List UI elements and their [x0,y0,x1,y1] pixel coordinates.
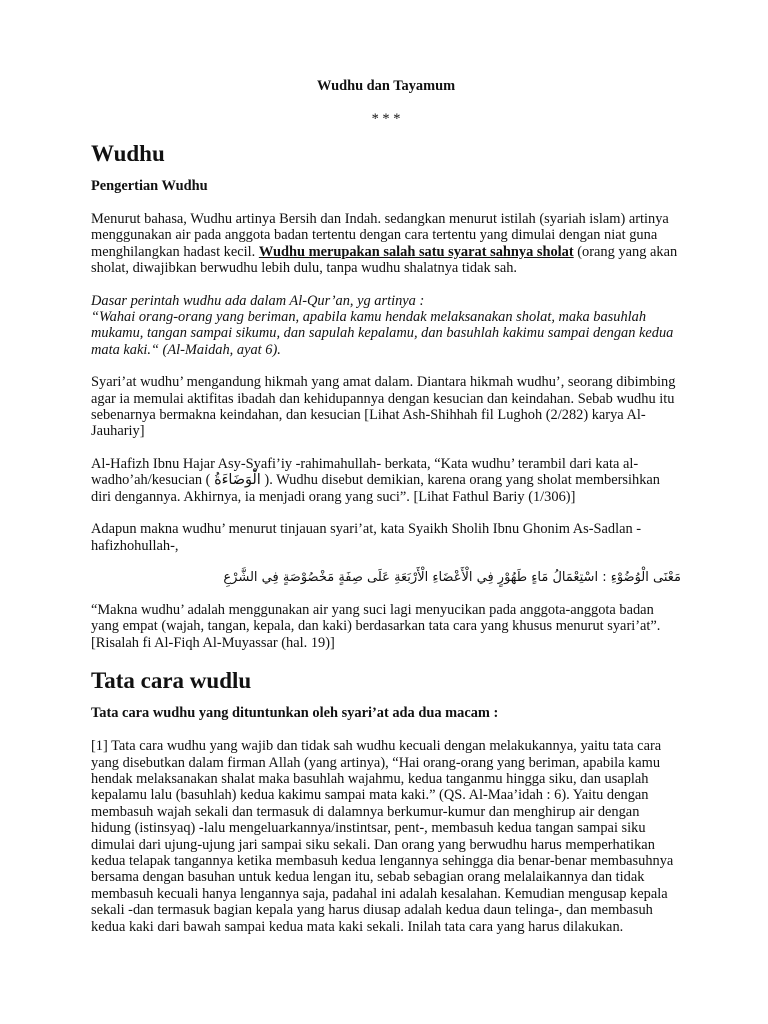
paragraph-hikmah: Syari’at wudhu’ mengandung hikmah yang amat dalam. Diantara hikmah wudhu’, seorang dibimbing agar ia memulai aktifitas ibadah dan kehidupannya dengan kesucian dan keindahan. Sebab wudhu itu sebenarnya bermakna keindahan, dan kesucian [Lihat Ash-Shihhah fil Lughoh (2/282) karya Al-Jauhariy] [91,374,676,440]
text-run: (orang yang akan sholat, diwajibkan berwudhu lebih dulu, tanpa wudhu shalatnya tidak sah. [91,243,678,277]
emphasis-syarat-sholat: Wudhu merupakan salah satu syarat sahnya sholat [258,243,574,260]
paragraph-tata-cara-1: [1] Tata cara wudhu yang wajib dan tidak sah wudhu kecuali dengan melakukannya, yaitu tata cara yang disebutkan dalam firman Allah (yang artinya), “Hai orang-orang yang beriman, apabila kamu hendak melaksanakan shalat maka basuhlah wajahmu, kedua tanganmu hingga siku, dan usaplah kepalamu lalu (basuhlah) kedua kakimu sampai mata kaki.” (QS. Al-Maa’idah : 6). Yaitu dengan membasuh wajah sekali dan termasuk di dalamnya berkumur-kumur dan menghirup air dengan hidung (istinsyaq) -lalu mengeluarkannya/instintsar, pent-, membasuh kedua tangan sampai siku dimulai dari ujung-ujung jari sampai siku sekali. Dan orang yang berwudhu harus memperhatikan kedua telapak tangannya ketika membasuh kedua lengannya sehingga dia benar-benar membasuhnya bersama dengan basuhan untuk kedua lengan itu, sebab sebagian orang melalaikannya dan tidak membasuh kecuali hanya lengannya saja, padahal ini adalah kesalahan. Kemudian mengusap kepala sekali -dan termasuk bagian kepala yang harus diusap adalah kedua daun telinga-, dan membasuh kedua kaki dari bawah sampai kedua mata kaki sekali. Inilah tata cara yang harus dilakukan. [91,738,674,935]
section-heading-wudhu: Wudhu [91,141,165,166]
paragraph-makna: “Makna wudhu’ adalah menggunakan air yang suci lagi menyucikan pada anggota-anggota badan yang empat (wajah, tangan, kepala, dan kaki) berdasarkan tata cara yang khusus menurut syari’at”. [Risalah fi Al-Fiqh Al-Muyassar (hal. 19)] [91,601,661,651]
text-run: Menurut bahasa, Wudhu artinya Bersih dan Indah. sedangkan menurut istilah (syariah islam) artinya menggunakan air pada anggota badan tertentu dengan cara tertentu yang dimulai dengan niat guna menghilangkan hadast kecil. [91,211,669,260]
subheading-pengertian: Pengertian Wudhu [91,178,208,194]
paragraph-dasar-quote: “Wahai orang-orang yang beriman, apabila kamu hendak melaksanakan sholat, maka basuhlah mukamu, tangan sampai sikumu, dan sapulah kepalamu, dan basuhlah kakimu sampai dengan kedua mata kaki.“ (Al-Maidah, ayat 6). [91,309,674,358]
arabic-definition: مَعْنَى الْوُضُوْءِ : اسْتِعْمَالُ مَاءٍ طَهُوْرٍ فِي الْأَعْضَاءِ الْأَرْبَعَةِ عَلَى صِفَةٍ مَخْصُوْصَةٍ فِي الشَّرْعِ [223,569,681,585]
document-title: Wudhu dan Tayamum [316,78,456,94]
paragraph-pengertian [91,211,681,277]
paragraph-hafizh: Al-Hafizh Ibnu Hajar Asy-Syafi’iy -rahimahullah- berkata, “Kata wudhu’ terambil dari kata al-wadho’ah/kesucian ( الْوَضَاءَةُ ). Wudhu disebut demikian, karena orang yang sholat membersihkan diri dengannya. Akhirnya, ia menjadi orang yang suci”. [Lihat Fathul Bariy (1/306)] [91,455,661,505]
paragraph-adapun: Adapun makna wudhu’ menurut tinjauan syari’at, kata Syaikh Sholih Ibnu Ghonim As-Sadlan -hafizhohullah-, [91,521,642,554]
document-body [91,78,681,935]
section-heading-tata-cara: Tata cara wudlu [91,668,252,694]
paragraph-dasar-intro: Dasar perintah wudhu ada dalam Al-Qur’an, yg artinya : [91,292,425,309]
separator-stars: * * * [371,111,401,127]
subheading-dua-macam: Tata cara wudhu yang dituntunkan oleh syari’at ada dua macam : [91,705,499,722]
